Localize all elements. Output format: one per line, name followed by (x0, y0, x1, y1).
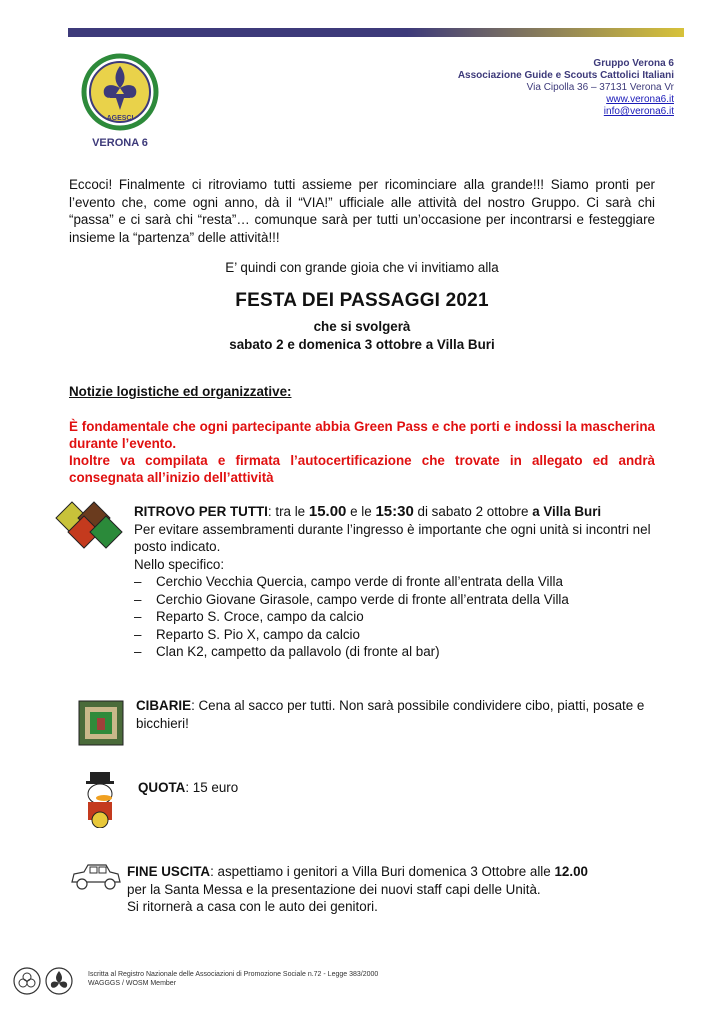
event-sub-line1: che si svolgerà (313, 319, 411, 334)
list-item: – Reparto S. Pio X, campo da calcio (134, 626, 654, 644)
event-subtitle (0, 318, 724, 353)
ritrovo-pre: : tra le (267, 504, 309, 519)
list-item: – Reparto S. Croce, campo da calcio (134, 608, 654, 626)
cibarie-text: : Cena al sacco per tutti. Non sarà possibile condividere cibo, piatti, posate e bicchieri! (136, 698, 645, 731)
website-link[interactable]: www.verona6.it (606, 94, 674, 105)
email-link[interactable]: info@verona6.it (603, 106, 674, 117)
cibarie-section (136, 697, 656, 732)
intro-paragraph: Eccoci! Finalmente ci ritroviamo tutti assieme per ricominciare alla grande!!! Siamo pronti per l’evento che, come ogni anno, dà il “VIA!” ufficiale alle attività del nostro Gruppo. Ci sarà chi “passa” e ci sarà chi “resta”… comunque sarà per tutti un’occasione per incontrarsi e festeggiare insieme la “partenza” delle attività!!! (69, 177, 655, 245)
quota-text: : 15 euro (185, 780, 239, 795)
warning-block (69, 418, 655, 486)
agesci-logo-icon (80, 52, 160, 152)
ritrovo-mid: e le (346, 504, 376, 519)
footer-line-2: WAGGGS / WOSM Member (88, 980, 177, 987)
event-sub-line2: sabato 2 e domenica 3 ottobre a Villa Buri (229, 336, 495, 352)
group-name: Gruppo Verona 6 (593, 58, 674, 69)
list-item: – Cerchio Vecchia Quercia, campo verde di fronte all’entrata della Villa (134, 573, 654, 591)
list-item: – Cerchio Giovane Girasole, campo verde di fronte all’entrata della Villa (134, 591, 654, 609)
ritrovo-heading (134, 503, 654, 521)
scrooge-coin-icon (78, 770, 122, 828)
fine-text-3: Si ritornerà a casa con le auto dei genitori. (127, 899, 378, 914)
quota-section (138, 779, 238, 797)
wosm-fleur-icon (46, 968, 72, 994)
logo-bottom-text: VERONA 6 (92, 137, 148, 149)
ritrovo-place: a Villa Buri (532, 504, 602, 519)
ritrovo-label: RITROVO PER TUTTI (134, 504, 268, 519)
fine-uscita-section (127, 863, 667, 916)
ritrovo-desc: Per evitare assembramenti durante l’ingresso è importante che ogni unità si incontri nel posto indicato. (134, 521, 651, 554)
fine-time: 12.00 (554, 864, 588, 879)
fine-text: : aspettiamo i genitori a Villa Buri domenica 3 Ottobre alle (210, 864, 555, 879)
header-contact-block (458, 58, 674, 118)
warning-line-2: Inoltre va compilata e firmata l’autocertificazione che trovate in allegato ed andrà consegnata all’inizio dell’attività (69, 453, 655, 485)
fine-label: FINE USCITA (127, 864, 211, 879)
ritrovo-time2: 15:30 (375, 503, 414, 520)
ritrovo-section (134, 503, 654, 661)
logistics-title: Notizie logistiche ed organizzative: (69, 384, 292, 399)
ritrovo-time1: 15.00 (308, 503, 347, 520)
association-name: Associazione Guide e Scouts Cattolici Italiani (457, 70, 674, 81)
footer-logos (12, 966, 76, 996)
places-list (134, 573, 654, 661)
diamond-badge-icon (54, 500, 126, 550)
invite-line: E’ quindi con grande gioia che vi invitiamo alla (225, 260, 499, 275)
footer-text (88, 970, 378, 988)
ritrovo-post: di sabato 2 ottobre (413, 504, 533, 519)
list-item: – Clan K2, campetto da pallavolo (di fronte al bar) (134, 643, 654, 661)
header-color-bar (68, 28, 684, 37)
vintage-car-icon (68, 862, 122, 892)
ritrovo-specific: Nello specifico: (134, 556, 225, 572)
fine-heading (127, 863, 667, 881)
event-title: FESTA DEI PASSAGGI 2021 (235, 290, 489, 311)
wagggs-trefoil-icon (14, 968, 40, 994)
address: Via Cipolla 36 – 37131 Verona Vr (526, 82, 674, 93)
logo-top-text: AGESCI (106, 115, 134, 122)
cibarie-label: CIBARIE (136, 698, 192, 713)
warning-line-1: È fondamentale che ogni partecipante abbia Green Pass e che porti e indossi la mascherina durante l’evento. (69, 419, 655, 451)
fine-text-2: per la Santa Messa e la presentazione dei nuovi staff capi delle Unità. (127, 881, 541, 897)
framed-picture-icon (78, 700, 124, 746)
footer-line-1: Iscritta al Registro Nazionale delle Associazioni di Promozione Sociale n.72 - Legge 383/2000 (88, 971, 379, 978)
quota-label: QUOTA (138, 780, 186, 795)
